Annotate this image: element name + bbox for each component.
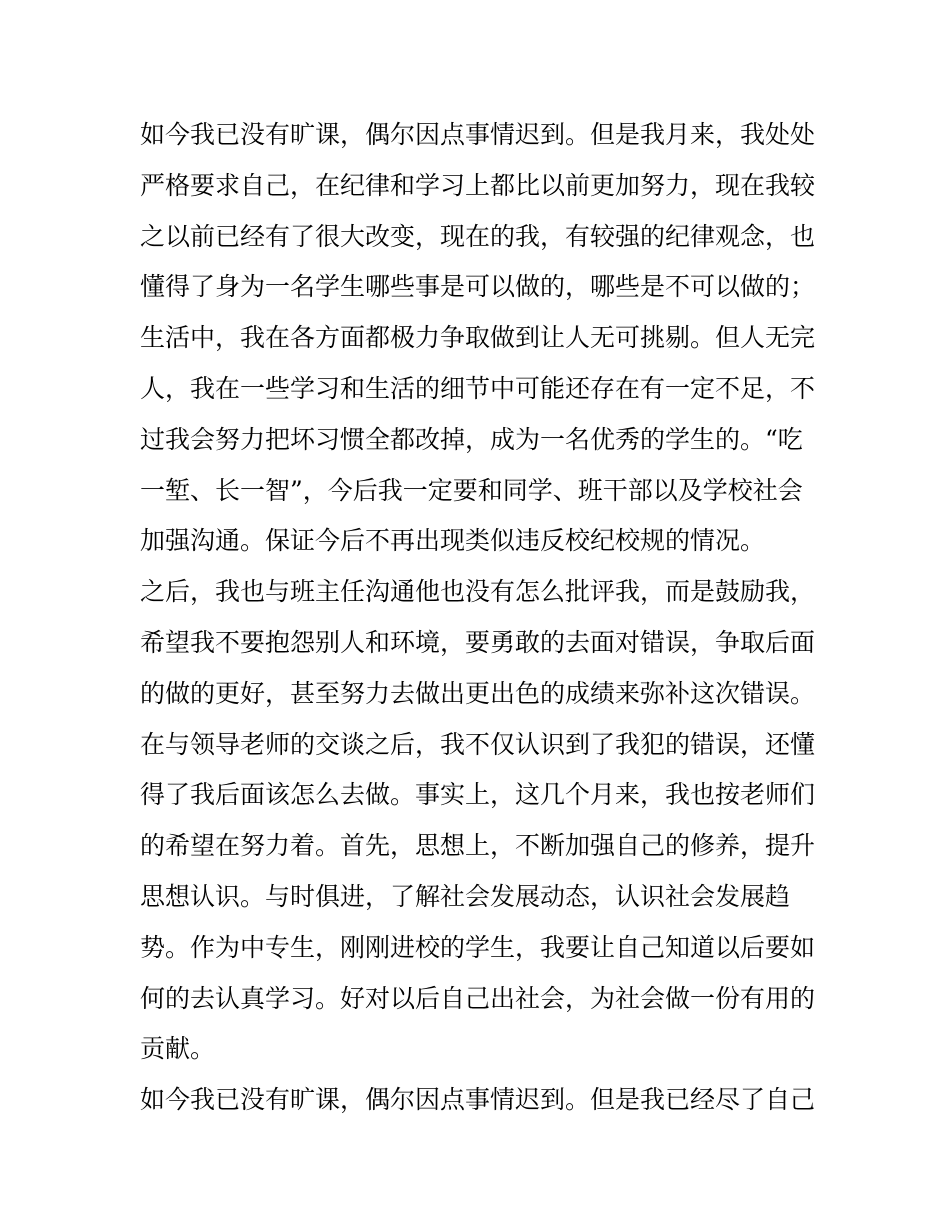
text-line: 过我会努力把坏习惯全都改掉，成为一名优秀的学生的。“吃 bbox=[140, 424, 803, 454]
text-line: 如今我已没有旷课，偶尔因点事情迟到。但是我月来，我处处 bbox=[140, 120, 816, 149]
text-line: 在与领导老师的交谈之后，我不仅认识到了我犯的错误，还懂 bbox=[140, 729, 816, 759]
text-line: 如今我已没有旷课，偶尔因点事情迟到。但是我已经尽了自己 bbox=[140, 1085, 816, 1115]
text-line: 何的去认真学习。好对以后自己出社会，为社会做一份有用的 bbox=[140, 983, 816, 1013]
text-line: 的希望在努力着。首先，思想上，不断加强自己的修养，提升 bbox=[140, 831, 816, 861]
text-line: 思想认识。与时俱进，了解社会发展动态，认识社会发展趋 bbox=[140, 881, 791, 911]
text-line: 人，我在一些学习和生活的细节中可能还存在有一定不足，不 bbox=[140, 373, 816, 403]
text-line: 之后，我也与班主任沟通他也没有怎么批评我，而是鼓励我， bbox=[140, 577, 816, 607]
text-line: 一堑、长一智”，今后我一定要和同学、班干部以及学校社会 bbox=[140, 475, 803, 505]
document-body bbox=[140, 110, 820, 1126]
text-line: 加强沟通。保证今后不再出现类似违反校纪校规的情况。 bbox=[140, 526, 766, 556]
text-line: 贡献。 bbox=[140, 1034, 216, 1064]
text-line: 的做的更好，甚至努力去做出更出色的成绩来弥补这次错误。 bbox=[140, 678, 816, 708]
text-line: 之以前已经有了很大改变，现在的我，有较强的纪律观念，也 bbox=[140, 221, 816, 251]
text-line: 势。作为中专生，刚刚进校的学生，我要让自己知道以后要如 bbox=[140, 932, 816, 962]
text-line: 生活中，我在各方面都极力争取做到让人无可挑剔。但人无完 bbox=[140, 323, 816, 353]
text-line: 严格要求自己，在纪律和学习上都比以前更加努力，现在我较 bbox=[140, 170, 816, 200]
text-line: 希望我不要抱怨别人和环境，要勇敢的去面对错误，争取后面 bbox=[140, 627, 816, 657]
text-line: 懂得了身为一名学生哪些事是可以做的，哪些是不可以做的； bbox=[140, 272, 816, 302]
text-line: 得了我后面该怎么去做。事实上，这几个月来，我也按老师们 bbox=[140, 780, 816, 810]
